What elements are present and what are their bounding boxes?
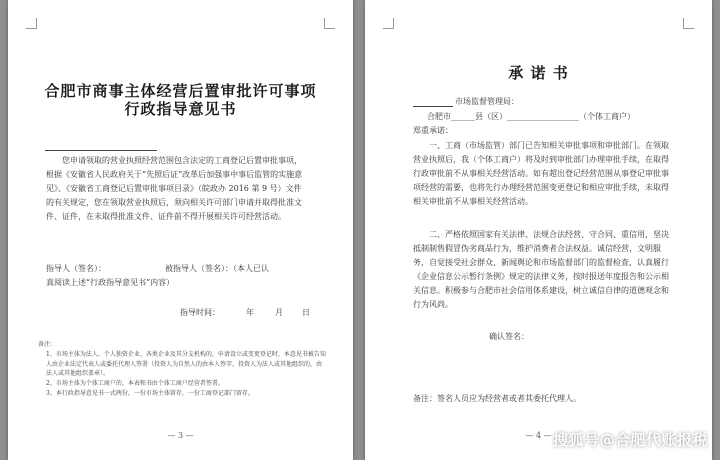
page-corner-mark (383, 18, 394, 29)
document-page-left (8, 0, 353, 460)
notes-label: 备注： (38, 341, 57, 348)
addressee-blank-line (413, 106, 453, 107)
page-corner-mark (683, 18, 694, 29)
page-corner-mark (324, 18, 335, 29)
note-item-3: 3、本行政指导意见书一式两份，一份市场主体留存，一份工商登记部门留存。 (46, 390, 254, 397)
page-number: — 3 — (167, 431, 194, 440)
document-title-line1: 合肥市商事主体经营后置审批许可事项 (44, 82, 317, 100)
signature-note: 备注：签名人员应为经营者或者其委托代理人。 (413, 394, 581, 403)
document-title-line2: 行政指导意见书 (124, 100, 237, 118)
guide-time-label: 指导时间： (180, 308, 220, 317)
note-item-2: 2、市场主体为个体工商户的，本表和书由个体工商户经营者签署。 (46, 380, 224, 387)
confirm-signature-label: 确认签名： (489, 332, 529, 341)
guide-person-label: 指导人（签名）： (46, 264, 106, 273)
source-watermark: 搜狐号@合肥代账报税 (552, 431, 708, 449)
date-day-label: 日 (302, 308, 310, 317)
applicant-line: 合肥市______县（区）__________________（个体工商户） (427, 112, 635, 121)
guidance-body: 您申请领取的营业执照经营范围包含法定的工商登记后置审批事项，根据《安徽省人民政府关于“先照后证”改革后加强事中事后监管的实施意见》、《安徽省工商登记后置审批事项目录》（皖政办 2016 第 9 号）文件的有关规定，您在领取营业执照后，须向相关许可部门申请并取得批准文件、证件，在未取得批准文件、证件前不得开展相关许可经营活动。 (46, 156, 303, 221)
date-year-label: 年 (246, 308, 254, 317)
promise-clause-1: 一、工商（市场监管）部门已告知相关审批事项和审批部门。在领取营业执照后，我（个体工商户）将及时到审批部门办理审批手续，在取得行政审批前不从事相关经营活动。如有超出登记经营范围从事登记审批事项经营的需要，也将先行办理经营范围变更登记和相应审批手续，未取得相关审批前不从事相关经营活动。 (413, 141, 669, 206)
guided-person-label: 被指导人（签名）：（本人已认 (165, 264, 269, 273)
page-corner-mark (26, 18, 37, 29)
promise-clause-2: 二、严格依照国家有关法律、法规合法经营、守合同、重信用，坚决抵制制售假冒伪劣商品行为，维护消费者合法权益。诚信经营，文明服务，自觉接受社会群众、新闻舆论和市场监督部门的监督检查，认真履行《企业信息公示暂行条例》规定的法律义务，按时报送年度报告和公示相关信息。积极参与合肥市社会信用体系建设，树立诚信自律的道德观念和行为风尚。 (413, 230, 669, 309)
document-page-right (365, 0, 712, 460)
page-number: — 4 — (525, 431, 552, 440)
promise-title: 承 诺 书 (508, 64, 569, 82)
solemn-promise-label: 郑重承诺： (413, 126, 453, 135)
note-item-1: 1、市场主体为法人、个人独资企业、各类企业及其分支机构的，申请设立或变更登记时，本意见书被告知人由企业法定代表人或委托代理人签署（投资人为自然人的由本人签字，投资人为法人或其他组织的，由法人或其他组织盖章）。 (46, 351, 326, 377)
addressee-blank-line (45, 150, 157, 151)
guided-person-note: 真阅读上述“行政指导意见书”内容） (46, 278, 175, 287)
addressee: 市场监督管理局： (455, 97, 519, 106)
date-month-label: 月 (275, 308, 283, 317)
